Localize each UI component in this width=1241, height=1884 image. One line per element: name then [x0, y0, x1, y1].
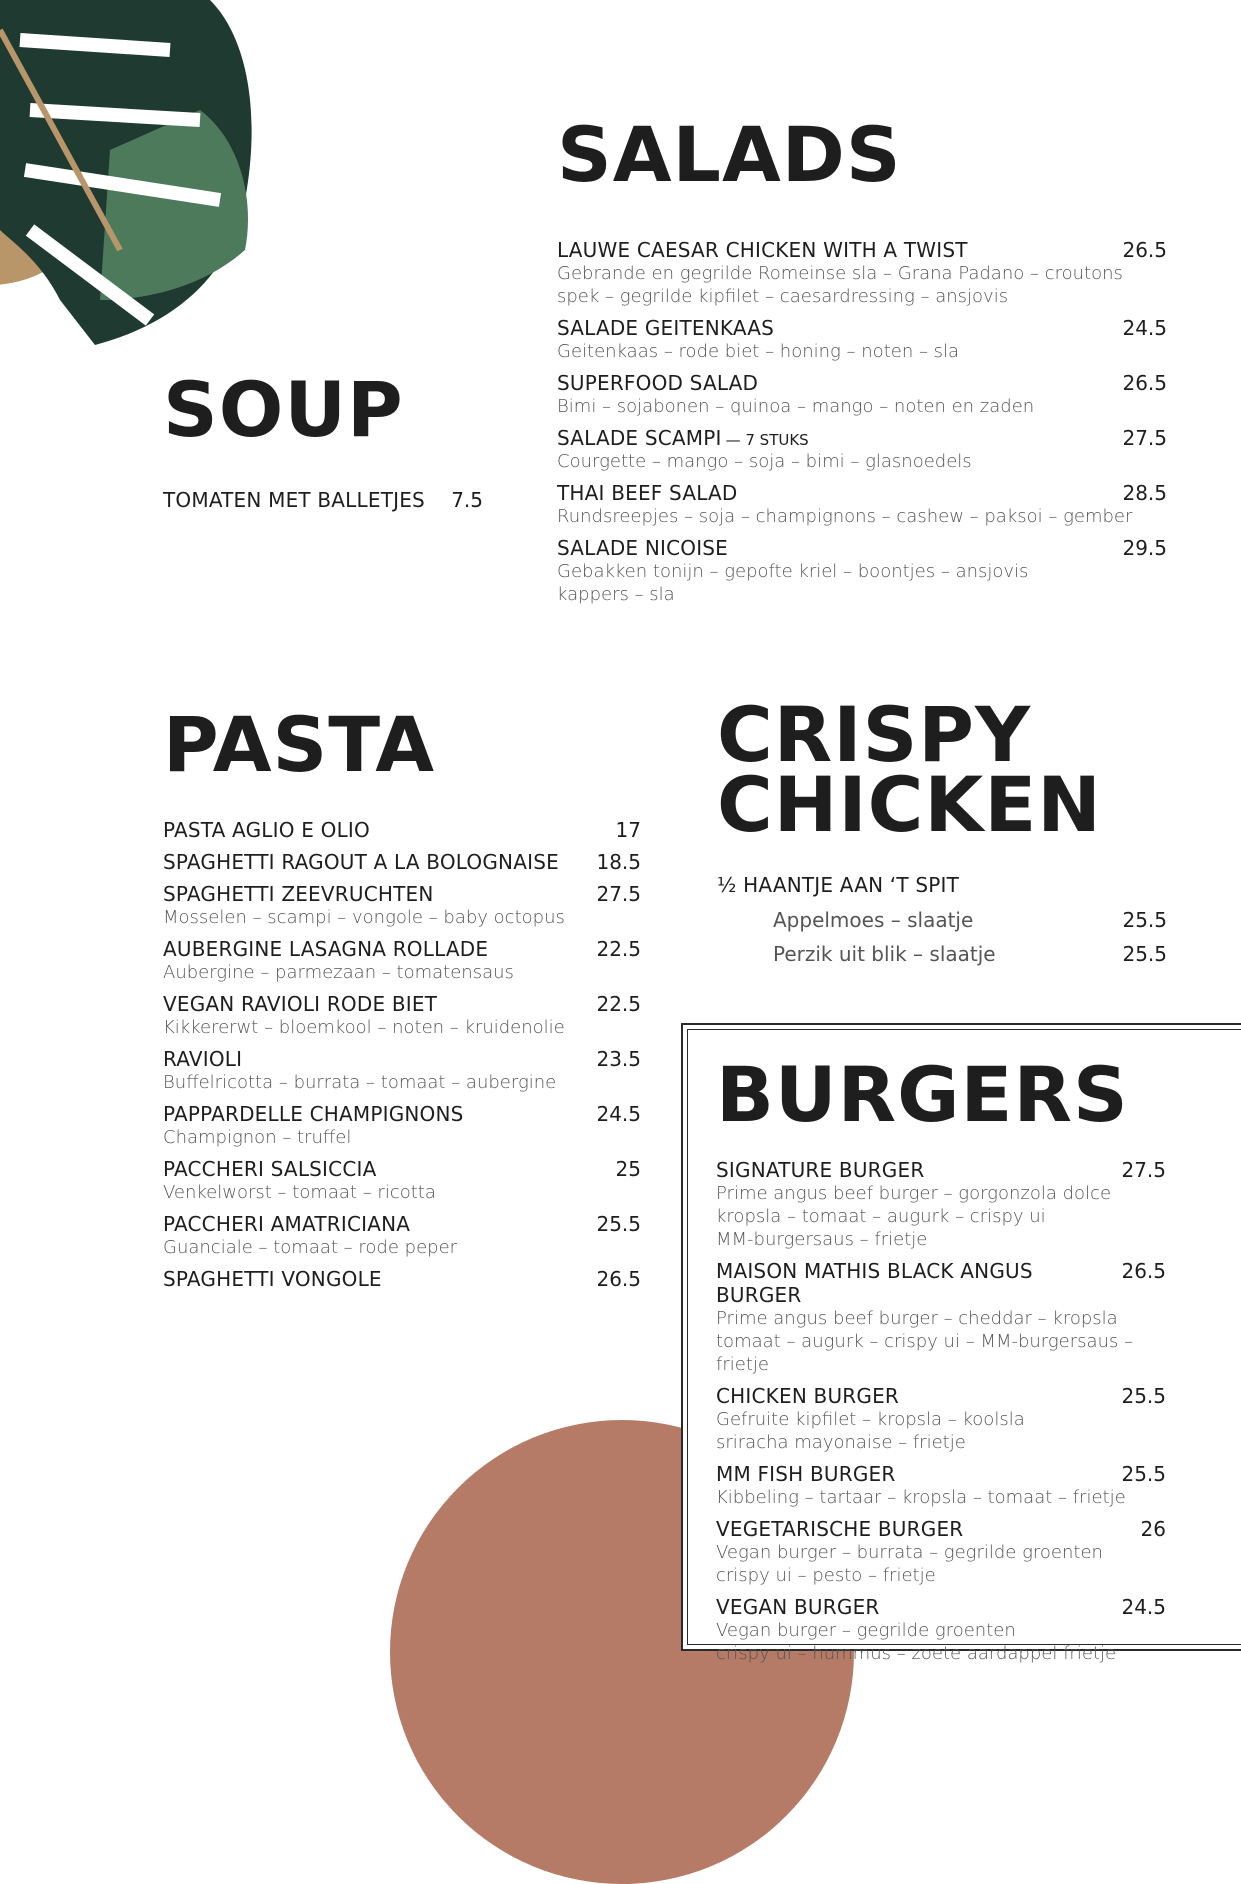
menu-item-heading — [557, 238, 968, 262]
pasta-title: PASTA — [163, 700, 436, 789]
menu-item-description-line: Gebrande en gegrilde Romeinse sla – Grana Padano – croutons — [557, 263, 1123, 284]
menu-item-price: 26.5 — [1122, 371, 1167, 395]
menu-item-price: 28.5 — [1122, 481, 1167, 505]
menu-item — [163, 818, 641, 842]
menu-item-description — [716, 1486, 1166, 1509]
menu-item-heading — [163, 1047, 242, 1071]
menu-item-name: TOMATEN MET BALLETJES — [163, 488, 425, 512]
menu-item-row — [163, 1047, 641, 1071]
menu-item-description-line: Bimi – sojabonen – quinoa – mango – noten en zaden — [557, 396, 1035, 417]
menu-item-description-line: MM-burgersaus – frietje — [716, 1229, 928, 1250]
menu-item-price: 25.5 — [596, 1212, 641, 1236]
pasta-list — [163, 818, 641, 1291]
menu-item-heading — [163, 850, 559, 874]
menu-item-description-line: Gebakken tonijn – gepofte kriel – boontjes – ansjovis — [557, 561, 1029, 582]
menu-item-price: 27.5 — [596, 882, 641, 906]
burgers-list — [716, 1158, 1166, 1665]
menu-item — [557, 536, 1167, 606]
menu-item-description — [163, 1126, 641, 1149]
menu-item — [557, 426, 1167, 473]
menu-item-description — [163, 1071, 641, 1094]
soup-section — [163, 365, 483, 520]
menu-item-price: 24.5 — [596, 1102, 641, 1126]
menu-item-row — [163, 488, 483, 512]
menu-item-price: 26.5 — [596, 1267, 641, 1291]
menu-item — [716, 1462, 1166, 1509]
menu-item — [557, 316, 1167, 363]
menu-item-row — [163, 1212, 641, 1236]
menu-item-name: SALADE NICOISE — [557, 536, 729, 560]
menu-item-row — [163, 992, 641, 1016]
menu-item-description-line: Aubergine – parmezaan – tomatensaus — [163, 962, 514, 983]
menu-item-row — [716, 1517, 1166, 1541]
crispy-option-label: Appelmoes – slaatje — [773, 908, 974, 932]
menu-item-description-line: kropsla – tomaat – augurk – crispy ui — [716, 1206, 1046, 1227]
crispy-title-line1: CRISPY — [717, 690, 1032, 779]
menu-item-heading — [557, 481, 737, 505]
menu-item-price: 27.5 — [1122, 426, 1167, 450]
menu-item-description — [557, 395, 1167, 418]
menu-item — [716, 1517, 1166, 1587]
crispy-option — [717, 903, 1167, 937]
menu-item-description-line: Gefruite kipfilet – kropsla – koolsla — [716, 1409, 1025, 1430]
menu-item-price: 17 — [615, 818, 641, 842]
menu-item — [163, 1212, 641, 1259]
menu-item-description-line: Rundsreepjes – soja – champignons – cashew – paksoi – gember — [557, 506, 1133, 527]
menu-item-price: 26.5 — [1121, 1259, 1166, 1283]
menu-item-description-line: crispy ui – hummus – zoete aardappel frietje — [716, 1643, 1117, 1664]
menu-item-description-line: Vegan burger – gegrilde groenten — [716, 1620, 1016, 1641]
menu-item — [163, 937, 641, 984]
menu-item-name: RAVIOLI — [163, 1047, 243, 1071]
menu-item-row — [557, 316, 1167, 340]
menu-item-description — [163, 961, 641, 984]
menu-item-name: THAI BEEF SALAD — [557, 481, 738, 505]
menu-item-heading — [716, 1517, 963, 1541]
menu-item-row — [716, 1462, 1166, 1486]
menu-item-heading — [716, 1384, 899, 1408]
menu-item-description — [557, 340, 1167, 363]
menu-item-heading — [557, 316, 774, 340]
menu-item-name: AUBERGINE LASAGNA ROLLADE — [163, 937, 489, 961]
menu-item-description-line: Mosselen – scampi – vongole – baby octopus — [163, 907, 565, 928]
menu-item-description — [163, 1181, 641, 1204]
menu-item-name: PACCHERI AMATRICIANA — [163, 1212, 411, 1236]
menu-item-description-line: crispy ui – pesto – frietje — [716, 1565, 936, 1586]
menu-item-heading — [557, 371, 758, 395]
menu-item-price: 27.5 — [1121, 1158, 1166, 1182]
menu-item-heading — [163, 1267, 382, 1291]
menu-item-description-line: Vegan burger – burrata – gegrilde groenten — [716, 1542, 1103, 1563]
menu-item-price: 25.5 — [1121, 1462, 1166, 1486]
menu-item — [557, 481, 1167, 528]
menu-item-heading — [163, 1212, 410, 1236]
menu-item-description — [557, 262, 1167, 308]
menu-item-price: 29.5 — [1122, 536, 1167, 560]
menu-item-price: 7.5 — [451, 488, 483, 512]
monstera-leaf-illustration — [0, 0, 260, 350]
crispy-option — [717, 937, 1167, 971]
crispy-item — [717, 873, 1167, 971]
menu-item-name: VEGAN RAVIOLI RODE BIET — [163, 992, 438, 1016]
crispy-option-price: 25.5 — [1122, 908, 1167, 932]
menu-item-row — [163, 1267, 641, 1291]
menu-item-row — [716, 1259, 1166, 1307]
menu-item-description-line: spek – gegrilde kipfilet – caesardressing – ansjovis — [557, 286, 1009, 307]
menu-item — [163, 992, 641, 1039]
menu-item — [716, 1384, 1166, 1454]
crispy-item-name: ½ HAANTJE AAN ‘T SPIT — [717, 873, 960, 897]
menu-item-heading — [557, 426, 809, 450]
menu-item-name: CHICKEN BURGER — [716, 1384, 900, 1408]
menu-item-description — [716, 1307, 1166, 1376]
menu-item-row — [716, 1158, 1166, 1182]
menu-item-name: SALADE SCAMPI — [557, 426, 722, 450]
menu-item-row — [557, 481, 1167, 505]
menu-item — [163, 488, 483, 512]
menu-item-row — [557, 536, 1167, 560]
menu-item-description — [163, 906, 641, 929]
menu-item-row — [557, 426, 1167, 450]
menu-item-description — [163, 1016, 641, 1039]
menu-item — [163, 1267, 641, 1291]
menu-item-row — [163, 850, 641, 874]
menu-item-name: PAPPARDELLE CHAMPIGNONS — [163, 1102, 464, 1126]
menu-item-heading — [716, 1595, 880, 1619]
menu-item-price: 25 — [615, 1157, 641, 1181]
crispy-option-price: 25.5 — [1122, 942, 1167, 966]
menu-item-name: SALADE GEITENKAAS — [557, 316, 775, 340]
menu-item-price: 24.5 — [1122, 316, 1167, 340]
menu-item-name: SIGNATURE BURGER — [716, 1158, 925, 1182]
menu-item-description-line: Venkelworst – tomaat – ricotta — [163, 1182, 436, 1203]
menu-item-name: PASTA AGLIO E OLIO — [163, 818, 370, 842]
salads-section — [557, 110, 1167, 614]
menu-item-heading — [163, 992, 437, 1016]
menu-item-description-line: Guanciale – tomaat – rode peper — [163, 1237, 458, 1258]
menu-item-heading — [163, 882, 434, 906]
menu-item — [163, 850, 641, 874]
menu-item-name: MAISON MATHIS BLACK ANGUS BURGER — [716, 1259, 1033, 1307]
menu-item — [557, 371, 1167, 418]
menu-item-description — [557, 450, 1167, 473]
menu-item-name: SPAGHETTI ZEEVRUCHTEN — [163, 882, 434, 906]
salads-title: SALADS — [557, 110, 902, 199]
menu-item-name: SPAGHETTI VONGOLE — [163, 1267, 382, 1291]
crispy-chicken-section — [717, 690, 1167, 971]
menu-item-price: 18.5 — [596, 850, 641, 874]
menu-item-row — [163, 937, 641, 961]
menu-item-description-line: Kibbeling – tartaar – kropsla – tomaat – frietje — [716, 1487, 1126, 1508]
menu-item-heading — [163, 488, 425, 512]
pasta-section — [163, 700, 641, 1299]
menu-item-description-line: sriracha mayonaise – frietje — [716, 1432, 966, 1453]
menu-item-heading — [716, 1462, 895, 1486]
menu-item-description-line: Buffelricotta – burrata – tomaat – aubergine — [163, 1072, 557, 1093]
salads-list — [557, 238, 1167, 606]
menu-item-heading — [163, 1102, 464, 1126]
menu-item-description-line: Champignon – truffel — [163, 1127, 352, 1148]
menu-item-row — [163, 882, 641, 906]
menu-item-row — [557, 371, 1167, 395]
crispy-option-label: Perzik uit blik – slaatje — [773, 942, 996, 966]
menu-item-description — [716, 1182, 1166, 1251]
menu-item-heading — [163, 1157, 376, 1181]
menu-item-name: SUPERFOOD SALAD — [557, 371, 759, 395]
menu-item-row — [163, 818, 641, 842]
menu-item-description — [163, 1236, 641, 1259]
menu-item-name: VEGETARISCHE BURGER — [716, 1517, 964, 1541]
soup-list — [163, 488, 483, 512]
menu-item-price: 26 — [1140, 1517, 1166, 1541]
menu-item-price: 24.5 — [1121, 1595, 1166, 1619]
menu-item-description — [557, 560, 1167, 606]
burgers-title: BURGERS — [716, 1050, 1129, 1139]
menu-item-name: SPAGHETTI RAGOUT A LA BOLOGNAISE — [163, 850, 559, 874]
menu-item — [557, 238, 1167, 308]
menu-item — [163, 1047, 641, 1094]
menu-item-description-line: Prime angus beef burger – cheddar – kropsla — [716, 1308, 1118, 1329]
menu-item-heading — [716, 1259, 1121, 1307]
menu-item-description-line: kappers – sla — [557, 584, 675, 605]
menu-item-price: 25.5 — [1121, 1384, 1166, 1408]
menu-item-description — [557, 505, 1167, 528]
menu-item-heading — [557, 536, 728, 560]
menu-item-heading — [163, 818, 370, 842]
menu-item-row — [716, 1595, 1166, 1619]
menu-item-row — [716, 1384, 1166, 1408]
menu-item-description — [716, 1408, 1166, 1454]
menu-item-name: MM FISH BURGER — [716, 1462, 896, 1486]
menu-item-description — [716, 1541, 1166, 1587]
menu-item-row — [557, 238, 1167, 262]
menu-item — [716, 1158, 1166, 1251]
menu-item — [163, 1157, 641, 1204]
menu-item-name: PACCHERI SALSICCIA — [163, 1157, 377, 1181]
menu-item-description-line: Kikkererwt – bloemkool – noten – kruidenolie — [163, 1017, 565, 1038]
crispy-title-line2: CHICKEN — [717, 760, 1102, 849]
menu-item — [716, 1595, 1166, 1665]
menu-item-description-line: Prime angus beef burger – gorgonzola dolce — [716, 1183, 1112, 1204]
menu-item-heading — [163, 937, 488, 961]
menu-item-price: 26.5 — [1122, 238, 1167, 262]
burgers-section — [716, 1050, 1166, 1673]
soup-title: SOUP — [163, 365, 404, 454]
menu-item — [163, 1102, 641, 1149]
menu-item — [716, 1259, 1166, 1376]
menu-item-price: 23.5 — [596, 1047, 641, 1071]
menu-item-row — [163, 1102, 641, 1126]
menu-item-description-line: Geitenkaas – rode biet – honing – noten – sla — [557, 341, 960, 362]
menu-item-row — [163, 1157, 641, 1181]
menu-item-description-line: Courgette – mango – soja – bimi – glasnoedels — [557, 451, 972, 472]
menu-item-name: VEGAN BURGER — [716, 1595, 880, 1619]
menu-item-heading — [716, 1158, 924, 1182]
menu-item-price: 22.5 — [596, 992, 641, 1016]
crispy-chicken-title — [717, 690, 1167, 849]
menu-item — [163, 882, 641, 929]
menu-item-description-line: tomaat – augurk – crispy ui – MM-burgersaus – frietje — [716, 1331, 1134, 1375]
menu-item-name: LAUWE CAESAR CHICKEN WITH A TWIST — [557, 238, 968, 262]
menu-item-note: — 7 STUKS — [725, 431, 809, 449]
menu-item-price: 22.5 — [596, 937, 641, 961]
menu-item-description — [716, 1619, 1166, 1665]
